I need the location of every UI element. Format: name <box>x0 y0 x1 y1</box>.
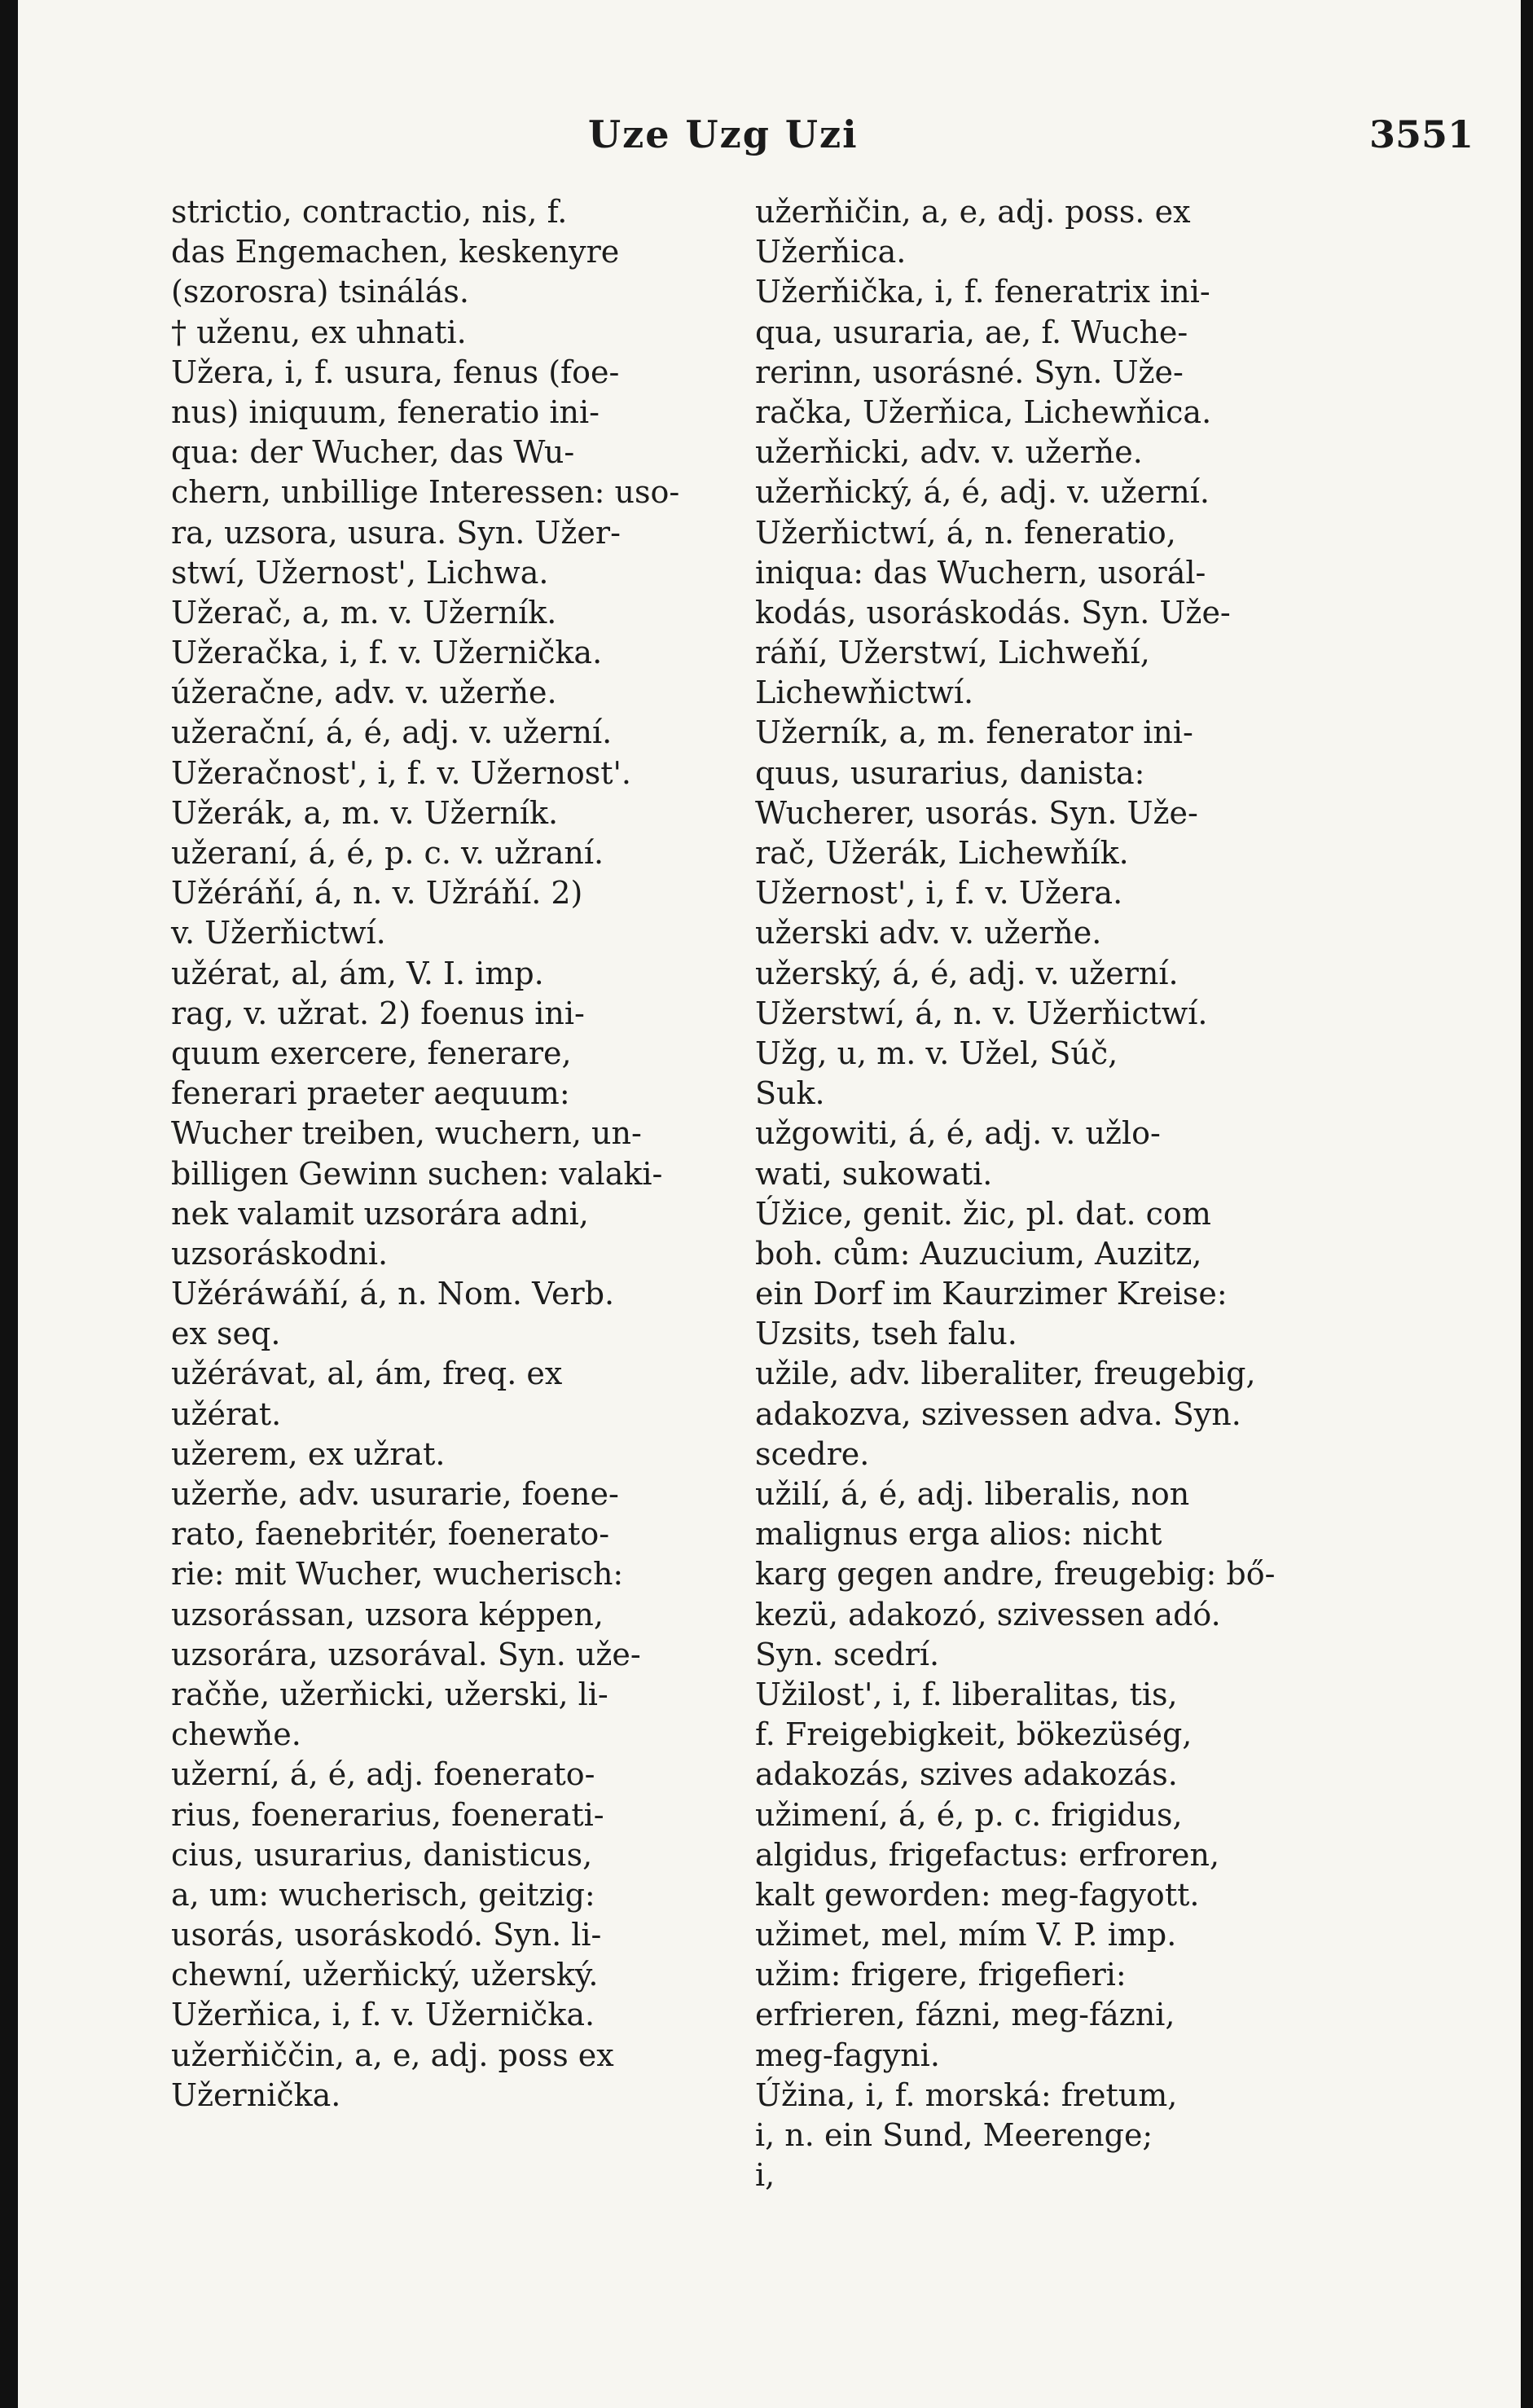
entry-line: chewňe. <box>171 1716 301 1753</box>
entry-line: nek valamit uzsorára adni, <box>171 1195 589 1232</box>
left-column <box>171 192 753 2116</box>
entry-line: ex seq. <box>171 1316 281 1352</box>
entry-line: užerňičin, a, e, adj. poss. ex <box>755 194 1191 230</box>
entry-line: Suk. <box>755 1075 825 1112</box>
entry-line: Užernost', i, f. v. Užera. <box>755 875 1123 912</box>
entry-line: užimet, mel, mím V. P. imp. <box>755 1917 1177 1953</box>
scan-right-border <box>1522 0 1533 2408</box>
entry-line: užérat, al, ám, V. I. imp. <box>171 955 544 991</box>
right-column <box>755 192 1338 2195</box>
entry-line: erfrieren, fázni, meg-fázni, <box>755 1997 1175 2033</box>
scan-left-border <box>0 0 18 2408</box>
entry-line: ra, uzsora, usura. Syn. Užer- <box>171 514 621 551</box>
entry-line: rato, faenebritér, foeneratо- <box>171 1516 610 1553</box>
entry-line: algidus, frigefactus: erfroren, <box>755 1836 1220 1873</box>
entry-line: qua, usuraria, ae, f. Wuche- <box>755 314 1188 350</box>
entry-line: rerinn, usorásné. Syn. Uže- <box>755 354 1184 390</box>
entry-line: † uženu, ex uhnati. <box>171 314 467 350</box>
entry-line: Užilost', i, f. liberalitas, tis, <box>755 1676 1178 1712</box>
entry-line: kezü, adakozó, szivessen adó. <box>755 1596 1221 1632</box>
entry-line: rač, Užerák, Lichewňík. <box>755 835 1129 871</box>
entry-line: f. Freigebigkeit, bökezüség, <box>755 1716 1193 1753</box>
running-head: Uze Uzg Uzi <box>588 112 859 156</box>
entry-line: quum exercere, fenerare, <box>171 1035 572 1071</box>
entry-line: Užerač, a, m. v. Užerník. <box>171 594 557 631</box>
entry-line: užerem, ex užrat. <box>171 1435 446 1472</box>
entry-line: das Engemachen, keskenyre <box>171 234 620 270</box>
entry-line: uzsorára, uzsorával. Syn. uže- <box>171 1636 641 1672</box>
page-number: 3551 <box>1368 112 1474 156</box>
entry-line: užerňický, á, é, adj. v. užerní. <box>755 474 1210 511</box>
entry-line: quus, usurarius, danista: <box>755 754 1145 791</box>
entry-line: Užeračka, i, f. v. Užernička. <box>171 635 603 671</box>
entry-line: karg gegen andre, freugebig: bő- <box>755 1556 1276 1593</box>
entry-line: užerski adv. v. užerňe. <box>755 915 1102 951</box>
entry-line: nus) iniquum, feneratio ini- <box>171 393 600 430</box>
entry-line: Užera, i, f. usura, fenus (foe- <box>171 354 620 390</box>
entry-line: malignus erga alios: nicht <box>755 1516 1162 1553</box>
entry-line: Užg, u, m. v. Užel, Súč, <box>755 1035 1118 1071</box>
entry-line: ein Dorf im Kaurzimer Kreise: <box>755 1276 1228 1312</box>
entry-line: fenerari praeter aequum: <box>171 1075 570 1112</box>
entry-line: užerský, á, é, adj. v. užerní. <box>755 955 1179 991</box>
entry-line: rie: mit Wucher, wucherisch: <box>171 1556 624 1593</box>
entry-line: Lichewňictwí. <box>755 675 974 711</box>
entry-line: qua: der Wucher, das Wu- <box>171 434 575 471</box>
entry-line: račňe, užerňicki, užerski, li- <box>171 1676 608 1712</box>
entry-line: kodás, usoráskodás. Syn. Uže- <box>755 594 1231 631</box>
entry-line: užim: frigere, frigefieri: <box>755 1957 1127 1993</box>
entry-line: ráňí, Užerstwí, Lichweňí, <box>755 635 1150 671</box>
entry-line: Wucherer, usorás. Syn. Uže- <box>755 794 1198 831</box>
entry-line: Užerňička, i, f. feneratrix ini- <box>755 274 1210 310</box>
entry-line: cius, usurarius, danisticus, <box>171 1836 593 1873</box>
entry-line: chern, unbillige Interessen: uso- <box>171 474 680 511</box>
page-header <box>18 112 1521 161</box>
entry-line: rag, v. užrat. 2) foenus ini- <box>171 995 585 1031</box>
entry-line: adakozás, szives adakozás. <box>755 1756 1178 1793</box>
entry-line: užérávat, al, ám, freq. ex <box>171 1356 563 1392</box>
entry-line: boh. cům: Auzucium, Auzitz, <box>755 1235 1202 1272</box>
entry-line: račka, Užerňica, Lichewňica. <box>755 393 1212 430</box>
entry-line: scedre. <box>755 1435 870 1472</box>
entry-line: užgowiti, á, é, adj. v. užlo- <box>755 1115 1161 1152</box>
entry-line: chewní, užerňický, užerský. <box>171 1957 599 1993</box>
entry-line: užerňiččin, a, e, adj. poss ex <box>171 2037 614 2073</box>
entry-line: užerní, á, é, adj. foenerato- <box>171 1756 595 1793</box>
entry-line: uzsorássan, uzsora képpen, <box>171 1596 604 1632</box>
entry-line: užerační, á, é, adj. v. užerní. <box>171 714 613 751</box>
entry-line: Uzsits, tseh falu. <box>755 1316 1017 1352</box>
entry-line: Užerňica, i, f. v. Užernička. <box>171 1997 595 2033</box>
entry-line: (szorosra) tsinálás. <box>171 274 469 310</box>
dictionary-page <box>18 0 1521 2408</box>
entry-line: Užerňictwí, á, n. feneratio, <box>755 514 1176 551</box>
entry-line: billigen Gewinn suchen: valaki- <box>171 1155 663 1192</box>
entry-line: užile, adv. liberaliter, freugebig, <box>755 1356 1256 1392</box>
entry-line: usorás, usoráskodó. Syn. li- <box>171 1917 602 1953</box>
entry-line: užerňicki, adv. v. užerňe. <box>755 434 1143 471</box>
entry-line: iniqua: das Wuchern, usorál- <box>755 554 1206 591</box>
entry-line: kalt geworden: meg-fagyott. <box>755 1876 1200 1913</box>
entry-line: Užerňica. <box>755 234 907 270</box>
entry-line: Užéráňí, á, n. v. Užráňí. 2) <box>171 875 583 912</box>
entry-line: stwí, Užernost', Lichwa. <box>171 554 549 591</box>
entry-line: Užerník, a, m. fenerator ini- <box>755 714 1193 751</box>
entry-line: rius, foenerarius, foenerati- <box>171 1796 604 1833</box>
entry-line: i, n. ein Sund, Meerenge; <box>755 2117 1153 2153</box>
entry-line: užilí, á, é, adj. liberalis, non <box>755 1476 1190 1512</box>
entry-line: Užéráwáňí, á, n. Nom. Verb. <box>171 1276 615 1312</box>
entry-line: Užerák, a, m. v. Užerník. <box>171 794 559 831</box>
entry-line: Wucher treiben, wuchern, un- <box>171 1115 642 1152</box>
entry-line: strictio, contractio, nis, f. <box>171 194 568 230</box>
entry-line: úžeračne, adv. v. užerňe. <box>171 675 557 711</box>
entry-line: Užerstwí, á, n. v. Užerňictwí. <box>755 995 1208 1031</box>
entry-line: adakozva, szivessen adva. Syn. <box>755 1395 1241 1432</box>
entry-line: Užernička. <box>171 2076 341 2113</box>
entry-line: v. Užerňictwí. <box>171 915 386 951</box>
entry-line: Úžice, genit. žic, pl. dat. com <box>755 1195 1211 1232</box>
entry-line: i, <box>755 2157 775 2194</box>
entry-line: Syn. scedrí. <box>755 1636 940 1672</box>
entry-line: užeraní, á, é, p. c. v. užraní. <box>171 835 604 871</box>
entry-line: užérat. <box>171 1395 282 1432</box>
entry-line: wati, sukowati. <box>755 1155 993 1192</box>
entry-line: a, um: wucherisch, geitzig: <box>171 1876 595 1913</box>
entry-line: meg-fagyni. <box>755 2037 940 2073</box>
entry-line: uzsoráskodni. <box>171 1235 389 1272</box>
entry-line: užimení, á, é, p. c. frigidus, <box>755 1796 1183 1833</box>
entry-line: Úžina, i, f. morská: fretum, <box>755 2076 1178 2113</box>
entry-line: Užeračnost', i, f. v. Užernost'. <box>171 754 632 791</box>
entry-line: užerňe, adv. usurarie, foene- <box>171 1476 619 1512</box>
